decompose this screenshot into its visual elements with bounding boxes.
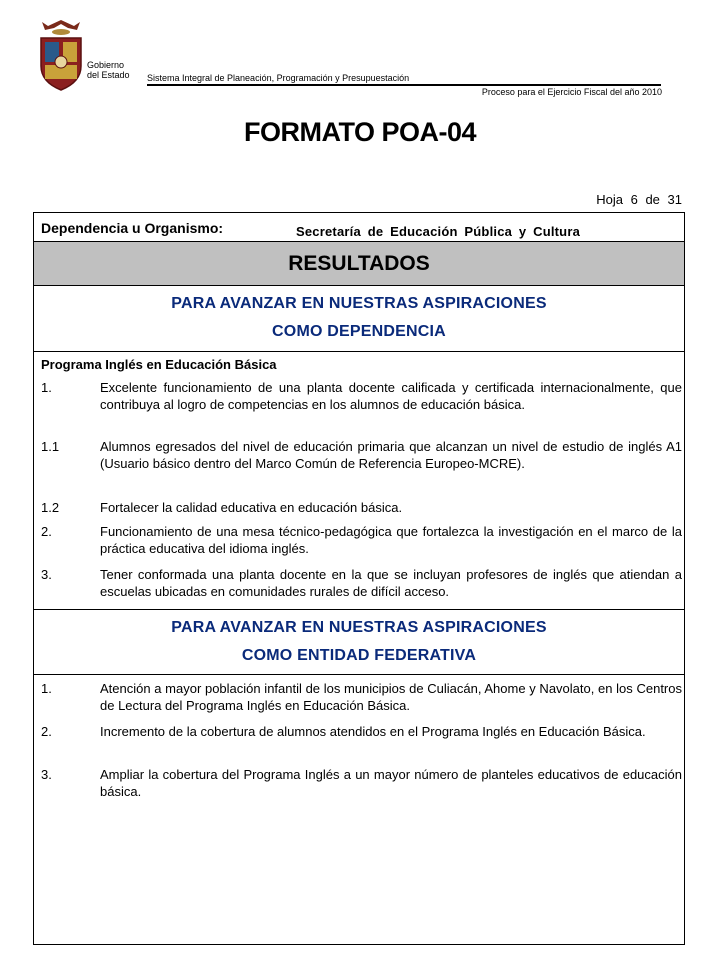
list-item bbox=[41, 499, 682, 516]
item-text: Atención a mayor población infantil de los municipios de Culiacán, Ahome y Navolato, en los Centros de Lectura del Programa Inglés en Educación Básica. bbox=[100, 681, 682, 713]
section2-heading-line1: PARA AVANZAR EN NUESTRAS ASPIRACIONES bbox=[171, 619, 547, 636]
system-title: Sistema Integral de Planeación, Programación y Presupuestación bbox=[147, 73, 410, 83]
item-number: 3. bbox=[41, 567, 52, 582]
process-year: Proceso para el Ejercicio Fiscal del año 2010 bbox=[481, 87, 662, 97]
item-number: 1. bbox=[41, 681, 52, 696]
section2-list bbox=[34, 675, 684, 945]
government-label-line1: Gobierno bbox=[87, 60, 125, 70]
section1-heading-line2: COMO DEPENDENCIA bbox=[272, 323, 446, 340]
dependency-row bbox=[34, 213, 684, 242]
item-number: 2. bbox=[41, 524, 52, 539]
page-label: Hoja bbox=[596, 192, 623, 207]
list-item bbox=[41, 566, 682, 600]
results-form bbox=[33, 212, 685, 945]
item-number: 2. bbox=[41, 724, 52, 739]
item-number: 1.2 bbox=[41, 500, 60, 515]
results-heading: RESULTADOS bbox=[288, 252, 430, 275]
list-item bbox=[41, 723, 682, 740]
results-heading-row bbox=[34, 242, 684, 286]
page-counter bbox=[596, 192, 682, 207]
item-number: 3. bbox=[41, 767, 52, 782]
page-total: 31 bbox=[667, 192, 682, 207]
format-title: FORMATO POA-04 bbox=[243, 117, 477, 147]
page-of: de bbox=[645, 192, 660, 207]
government-label-line2: del Estado bbox=[87, 70, 130, 80]
dependency-label: Dependencia u Organismo: bbox=[41, 220, 224, 236]
section2-heading bbox=[34, 614, 684, 674]
item-number: 1. bbox=[41, 380, 52, 395]
list-item bbox=[41, 379, 682, 413]
header-rule bbox=[147, 84, 661, 86]
page-current: 6 bbox=[630, 192, 638, 207]
item-text: Ampliar la cobertura del Programa Inglés a un mayor número de planteles educativos de educación básica. bbox=[100, 767, 682, 799]
section1-heading bbox=[34, 290, 684, 351]
list-item bbox=[41, 523, 682, 557]
section1-list bbox=[34, 352, 684, 610]
list-item bbox=[41, 680, 682, 714]
section2-heading-line2: COMO ENTIDAD FEDERATIVA bbox=[241, 647, 477, 664]
dependency-value: Secretaría de Educación Pública y Cultura bbox=[296, 224, 581, 239]
item-text: Funcionamiento de una mesa técnico-pedagógica que fortalezca la investigación en el marco de la práctica educativa del idioma inglés. bbox=[100, 524, 682, 556]
item-text: Excelente funcionamiento de una planta docente calificada y certificada internacionalmente, que contribuya al logro de competencias en los alumnos de educación básica. bbox=[100, 380, 682, 412]
section1-heading-line1: PARA AVANZAR EN NUESTRAS ASPIRACIONES bbox=[171, 295, 547, 312]
item-number: 1.1 bbox=[41, 439, 60, 454]
item-text: Tener conformada una planta docente en la que se incluyan profesores de inglés que atiendan a escuelas ubicadas en comunidades rurales de difícil acceso. bbox=[100, 567, 682, 599]
list-item bbox=[41, 766, 682, 800]
item-text: Fortalecer la calidad educativa en educación básica. bbox=[100, 500, 403, 515]
item-text: Incremento de la cobertura de alumnos atendidos en el Programa Inglés en Educación Básica. bbox=[100, 724, 646, 739]
government-label bbox=[87, 60, 130, 80]
item-text: Alumnos egresados del nivel de educación primaria que alcanzan un nivel de estudio de inglés A1 (Usuario básico dentro del Marco Común de Referencia Europeo-MCRE). bbox=[100, 439, 682, 471]
program-name: Programa Inglés en Educación Básica bbox=[41, 357, 277, 372]
state-seal-logo bbox=[36, 16, 86, 96]
list-item bbox=[41, 438, 682, 472]
